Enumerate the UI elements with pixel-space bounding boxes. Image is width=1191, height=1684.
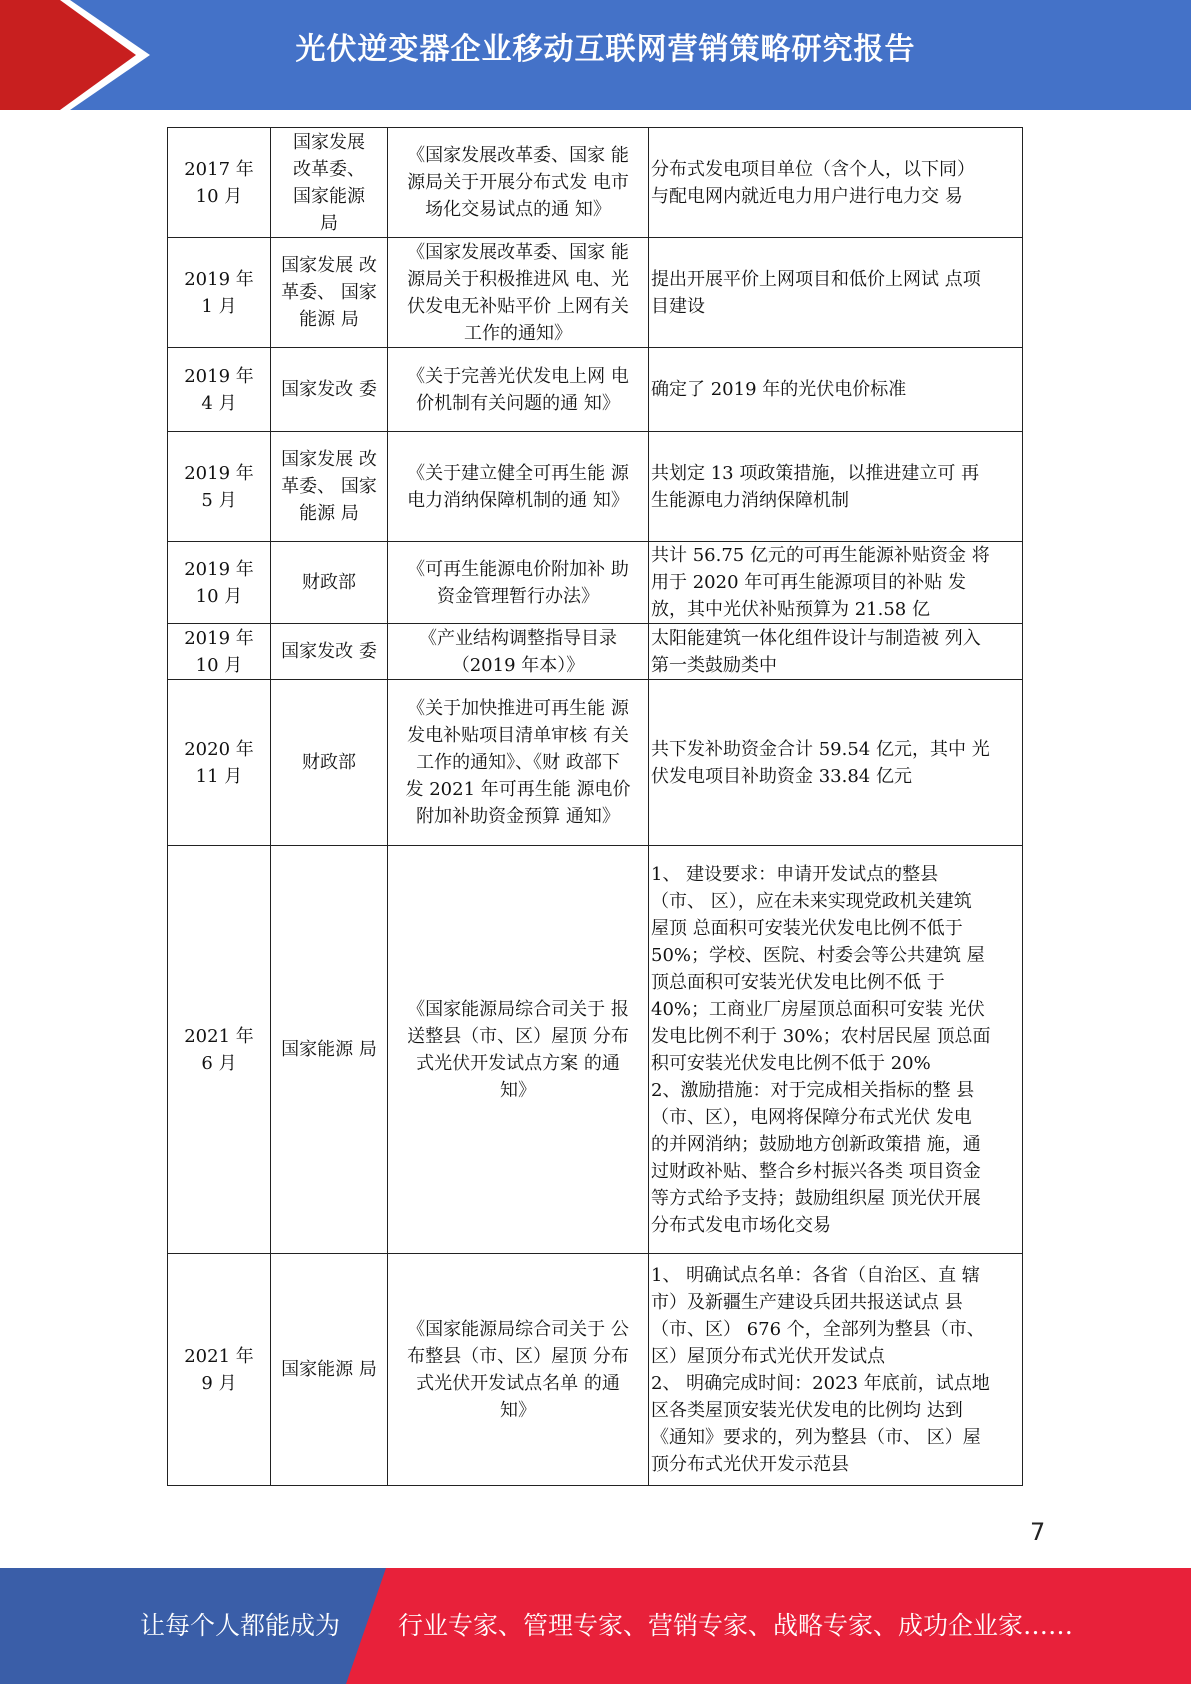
cell-description-line: 第一类鼓励类中 [651,654,777,676]
cell-description-line: 分布式发电项目单位（含个人，以下同） [651,158,975,180]
cell-description-line: 确定了 2019 年的光伏电价标准 [651,379,907,400]
cell-department-line: 国家发展 改 [281,255,377,276]
cell-document [388,1254,649,1486]
cell-department-line: 革委、 国家 [281,282,377,303]
cell-document [388,238,649,348]
cell-department-line: 国家发展 [293,131,365,153]
cell-department-line: 能源 局 [299,503,359,524]
cell-description-line: （市、区），电网将保障分布式光伏 发电 [651,1106,972,1128]
cell-description [649,238,1023,348]
cell-description [649,680,1023,846]
cell-document-line: 场化交易试点的通 知》 [425,199,611,220]
cell-date [168,542,271,624]
cell-department-line: 国家发展 改 [281,449,377,470]
cell-description-line: 共下发补助资金合计 59.54 亿元，其中 光 [651,738,990,760]
cell-document-line: 知》 [500,1399,536,1421]
cell-department-line: 局 [320,212,338,234]
cell-description-line: 的并网消纳；鼓励地方创新政策措 施，通 [651,1133,981,1155]
cell-department [271,238,388,348]
cell-document-line: 电力消纳保障机制的通 知》 [407,489,629,511]
cell-description [649,542,1023,624]
cell-document-line: 《国家能源局综合司关于 公 [407,1318,629,1340]
cell-document-line: 布整县（市、区）屋顶 分布 [407,1345,629,1367]
cell-description-line: 积可安装光伏发电比例不低于 20% [651,1052,931,1074]
cell-description-line: 提出开展平价上网项目和低价上网试 点项 [651,268,981,290]
cell-description-line: 屋顶 总面积可安装光伏发电比例不低于 [651,917,963,939]
cell-document-line: 附加补助资金预算 通知》 [416,806,620,827]
document-title: 光伏逆变器企业移动互联网营销策略研究报告 [295,32,916,67]
cell-date [168,128,271,238]
cell-document [388,542,649,624]
page-header [0,0,1191,110]
cell-date-line: 11 月 [195,765,243,787]
cell-document-line: 《国家能源局综合司关于 报 [407,998,629,1020]
cell-department [271,348,388,432]
cell-date-line: 2020 年 [184,738,254,760]
cell-description-line: 放，其中光伏补贴预算为 21.58 亿 [651,599,930,620]
cell-department [271,624,388,680]
cell-document [388,680,649,846]
cell-document-line: 送整县（市、区）屋顶 分布 [407,1025,629,1047]
cell-document-line: （2019 年本）》 [451,654,585,676]
cell-document [388,624,649,680]
cell-date [168,1254,271,1486]
cell-description-line: 分布式发电市场化交易 [651,1214,831,1236]
cell-description-line: 与配电网内就近电力用户进行电力交 易 [651,185,963,207]
cell-date-line: 10 月 [195,585,243,607]
cell-document-line: 价机制有关问题的通 知》 [416,392,620,414]
cell-date [168,432,271,542]
cell-document-line: 资金管理暂行办法》 [437,585,599,607]
cell-document [388,846,649,1254]
cell-date-line: 2017 年 [184,158,254,180]
cell-description-line: （市、 区），应在未来实现党政机关建筑 [651,890,972,912]
cell-document-line: 《国家发展改革委、国家 能 [407,145,629,166]
cell-date-line: 10 月 [195,654,243,676]
cell-document-line: 《关于加快推进可再生能 源 [407,698,629,719]
cell-document [388,348,649,432]
cell-department [271,432,388,542]
cell-description-line: 《通知》要求的，列为整县（市、 区）屋 [651,1426,981,1448]
cell-document-line: 式光伏开发试点方案 的通 [416,1052,620,1074]
cell-description [649,348,1023,432]
cell-description-line: 区）屋顶分布式光伏开发试点 [651,1345,885,1367]
cell-date [168,238,271,348]
cell-department-line: 国家发改 委 [281,379,377,400]
cell-description [649,1254,1023,1486]
cell-description-line: 40%；工商业厂房屋顶总面积可安装 光伏 [651,998,985,1020]
cell-document-line: 《关于建立健全可再生能 源 [407,462,629,484]
cell-description-line: （市、区） 676 个，全部列为整县（市、 [651,1318,985,1340]
cell-document-line: 式光伏开发试点名单 的通 [416,1372,620,1394]
cell-document-line: 工作的通知》、《财 政部下 [416,752,620,773]
cell-description-line: 用于 2020 年可再生能源项目的补贴 发 [651,572,966,593]
cell-description-line: 目建设 [651,295,705,317]
table-row [168,238,1023,348]
cell-department-line: 财政部 [302,752,356,773]
cell-description-line: 等方式给予支持；鼓励组织屋 顶光伏开展 [651,1187,981,1209]
cell-department [271,846,388,1254]
page-footer [0,1568,1191,1684]
cell-description [649,846,1023,1254]
cell-date-line: 2019 年 [184,627,254,649]
cell-description-line: 市）及新疆生产建设兵团共报送试点 县 [651,1291,963,1313]
cell-department-line: 能源 局 [299,309,359,330]
table-row [168,1254,1023,1486]
cell-description-line: 2、激励措施：对于完成相关指标的整 县 [651,1079,975,1101]
footer-slogan-left: 让每个人都能成为 [140,1611,341,1640]
cell-date-line: 2019 年 [184,462,254,484]
cell-department [271,542,388,624]
table-row [168,432,1023,542]
cell-department [271,1254,388,1486]
cell-description [649,128,1023,238]
cell-document-line: 《可再生能源电价附加补 助 [407,558,629,580]
cell-date [168,624,271,680]
cell-date [168,680,271,846]
cell-description [649,624,1023,680]
cell-description-line: 1、 建设要求：申请开发试点的整县 [651,863,939,885]
cell-department [271,680,388,846]
cell-date-line: 2019 年 [184,365,254,387]
cell-description-line: 发电比例不利于 30%；农村居民屋 顶总面 [651,1025,991,1047]
cell-description-line: 共计 56.75 亿元的可再生能源补贴资金 将 [651,545,990,566]
cell-department-line: 国家能源 [293,185,365,207]
cell-date-line: 6 月 [201,1052,237,1074]
cell-document-line: 知》 [500,1079,536,1101]
cell-document-line: 源局关于开展分布式发 电市 [407,172,629,193]
table-row [168,128,1023,238]
page-number: 7 [1030,1518,1046,1546]
cell-date-line: 2019 年 [184,558,254,580]
cell-description-line: 伏发电项目补助资金 33.84 亿元 [651,765,912,787]
cell-date-line: 2019 年 [184,268,254,290]
cell-description-line: 50%；学校、医院、村委会等公共建筑 屋 [651,944,985,966]
cell-description [649,432,1023,542]
cell-description-line: 1、 明确试点名单：各省（自治区、直 辖 [651,1264,980,1286]
policy-table [167,127,1023,1486]
cell-document-line: 发电补贴项目清单审核 有关 [407,725,629,746]
cell-description-line: 区各类屋顶安装光伏发电的比例均 达到 [651,1399,963,1421]
table-row [168,846,1023,1254]
cell-date-line: 5 月 [201,489,237,511]
cell-document-line: 工作的通知》 [464,322,572,344]
cell-document [388,432,649,542]
table-row [168,542,1023,624]
table-row [168,680,1023,846]
cell-date-line: 4 月 [201,392,237,414]
cell-document-line: 《关于完善光伏发电上网 电 [407,365,629,387]
cell-date-line: 2021 年 [184,1345,254,1367]
cell-date-line: 10 月 [195,185,243,207]
cell-department-line: 国家能源 局 [281,1039,377,1060]
cell-description-line: 太阳能建筑一体化组件设计与制造被 列入 [651,627,981,649]
cell-description-line: 2、 明确完成时间：2023 年底前，试点地 [651,1372,990,1394]
cell-document-line: 发 2021 年可再生能 源电价 [405,779,631,800]
cell-document [388,128,649,238]
cell-department [271,128,388,238]
cell-department-line: 革委、 国家 [281,476,377,497]
cell-description-line: 顶分布式光伏开发示范县 [651,1453,849,1475]
cell-description-line: 顶总面积可安装光伏发电比例不低 于 [651,971,945,993]
cell-date [168,348,271,432]
cell-date [168,846,271,1254]
footer-slogan-right: 行业专家、管理专家、营销专家、战略专家、成功企业家…… [398,1611,1074,1640]
cell-date-line: 9 月 [201,1372,237,1394]
cell-document-line: 源局关于积极推进风 电、光 [407,268,629,290]
cell-description-line: 生能源电力消纳保障机制 [651,489,849,511]
cell-description-line: 过财政补贴、整合乡村振兴各类 项目资金 [651,1160,981,1182]
cell-department-line: 国家发改 委 [281,641,377,662]
cell-document-line: 《国家发展改革委、国家 能 [407,241,629,263]
cell-description-line: 共划定 13 项政策措施，以推进建立可 再 [651,462,980,484]
cell-document-line: 伏发电无补贴平价 上网有关 [407,295,629,317]
cell-document-line: 《产业结构调整指导目录 [419,627,617,649]
table-row [168,348,1023,432]
cell-date-line: 1 月 [201,295,237,317]
cell-department-line: 改革委、 [293,158,365,180]
cell-department-line: 财政部 [302,572,356,593]
cell-department-line: 国家能源 局 [281,1359,377,1380]
cell-date-line: 2021 年 [184,1025,254,1047]
table-row [168,624,1023,680]
